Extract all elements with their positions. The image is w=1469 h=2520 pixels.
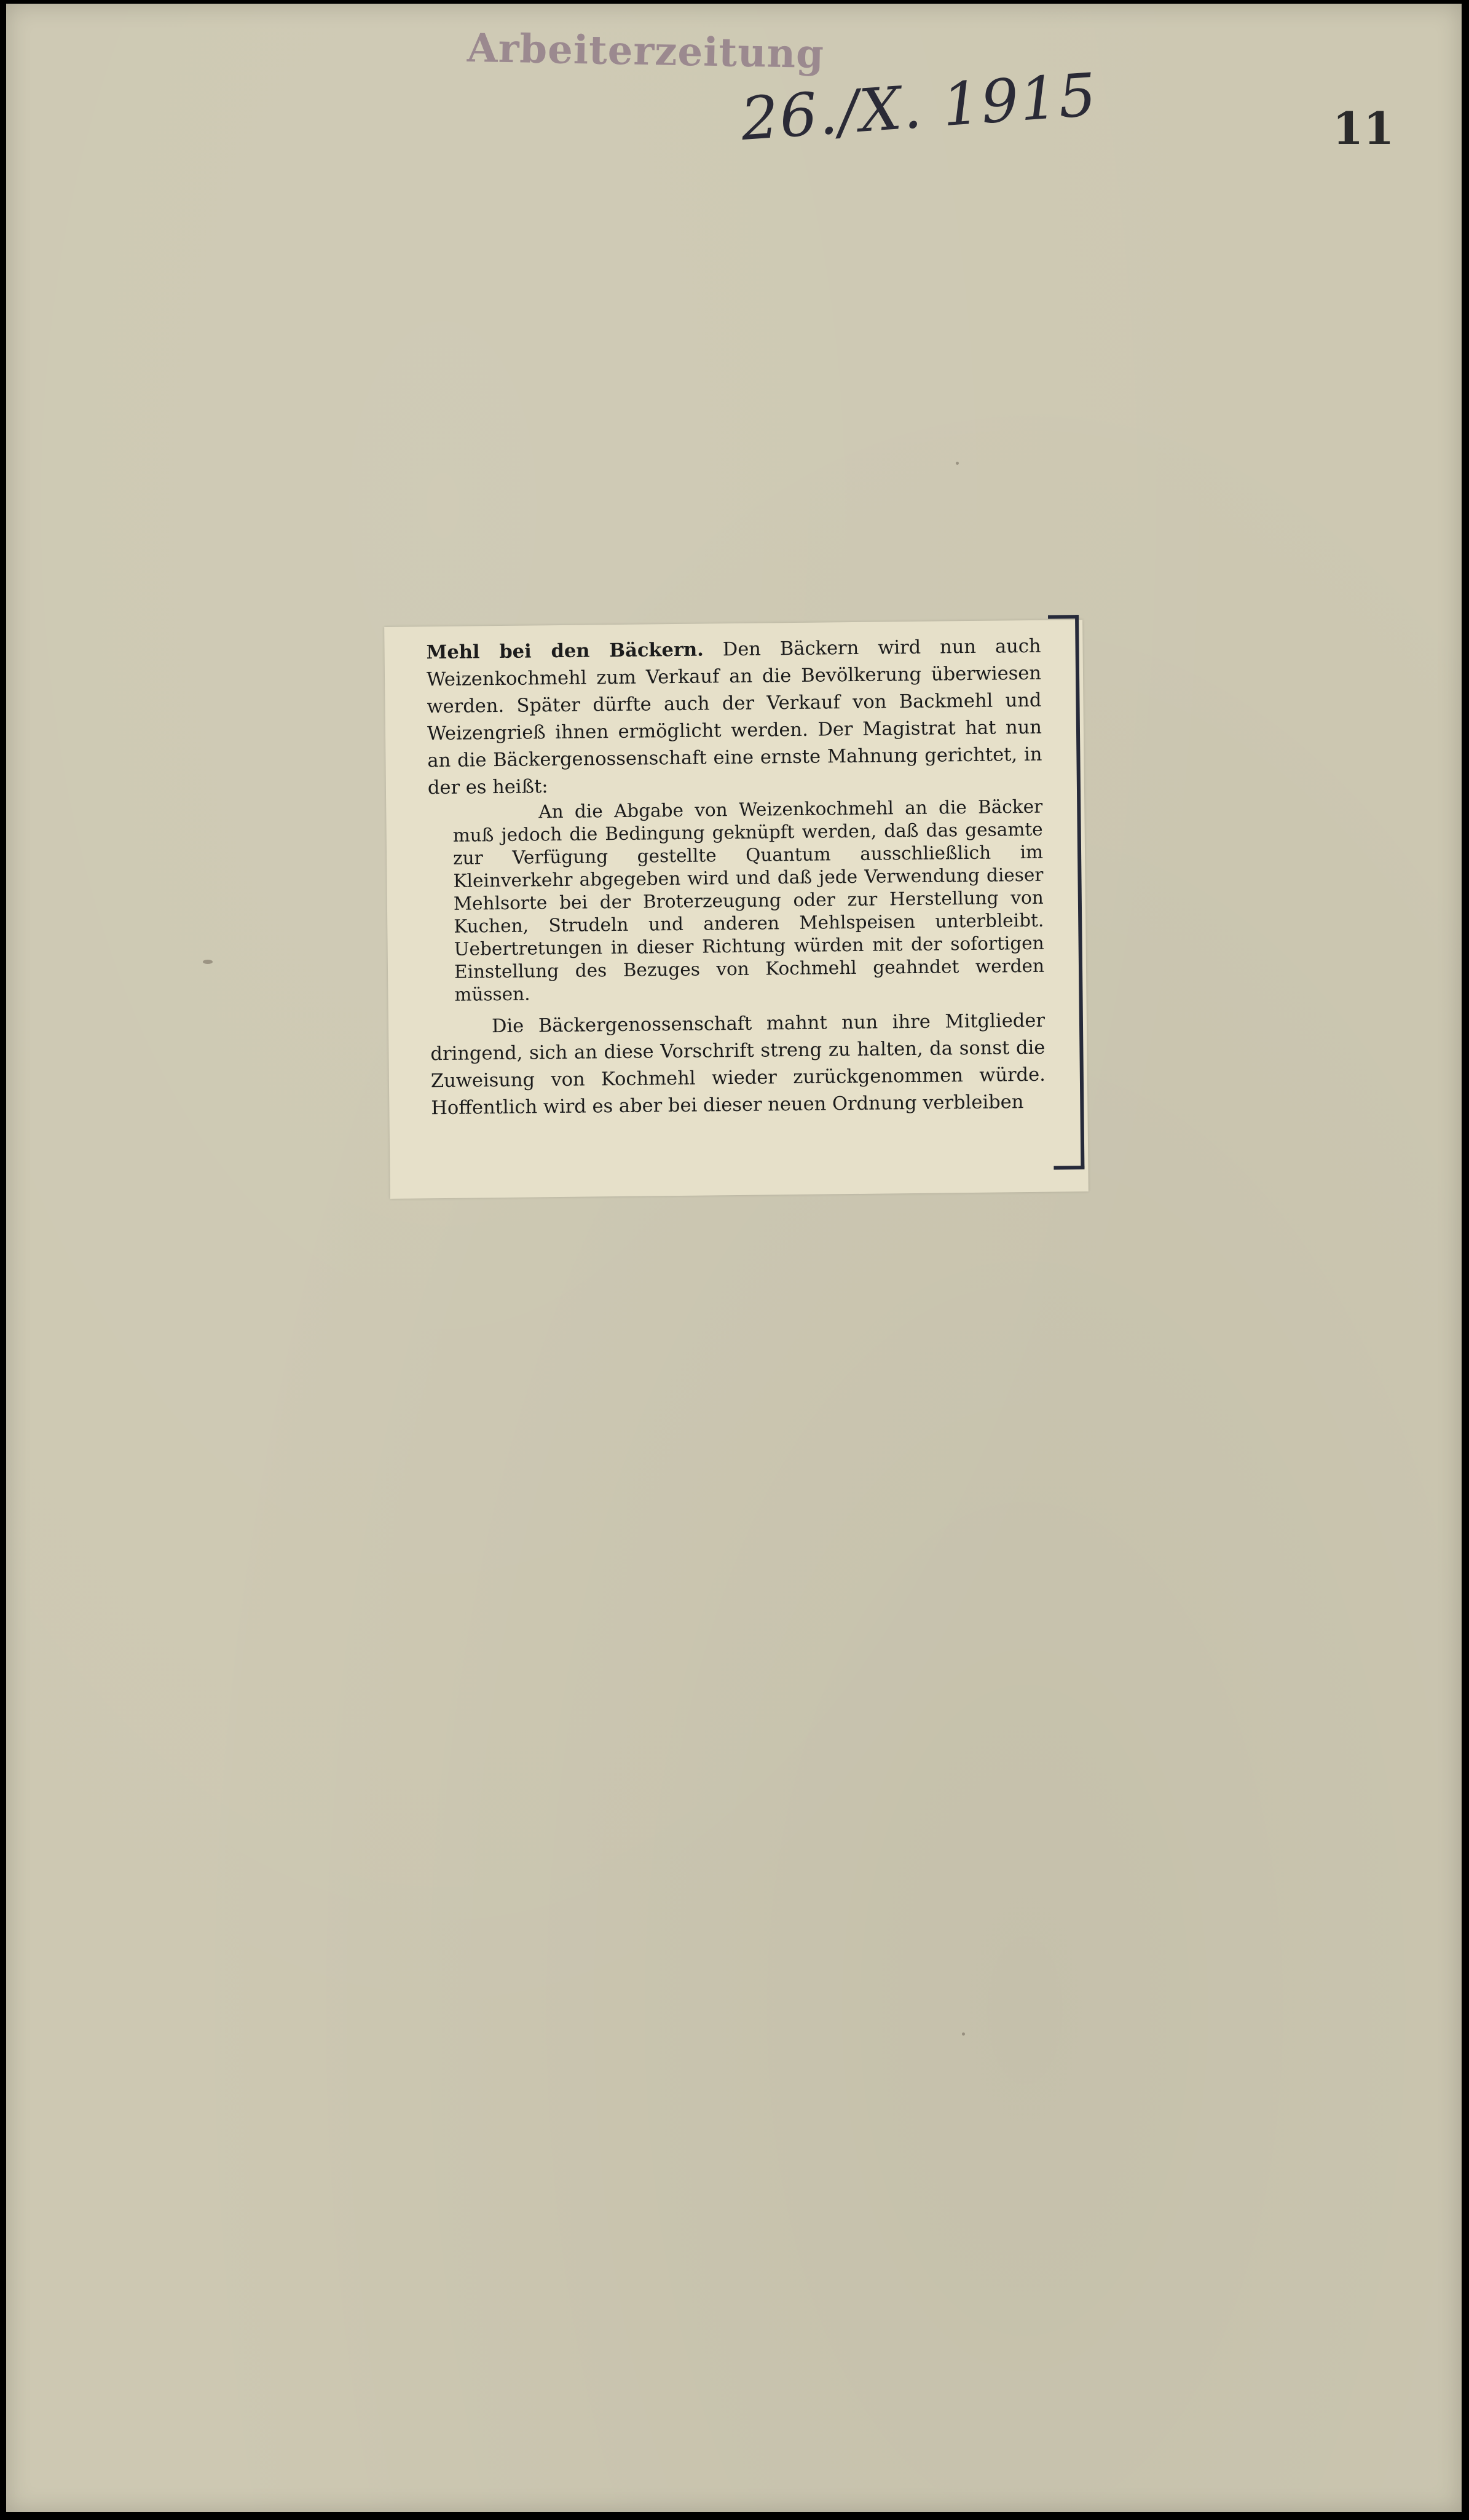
article bbox=[426, 633, 1046, 1122]
clipping-bracket-bottom bbox=[1054, 1166, 1084, 1170]
page-number: 11 bbox=[1333, 102, 1395, 154]
newspaper-stamp: Arbeiterzeitung bbox=[467, 25, 825, 78]
article-lead: Den Bäckern wird nun auch Weizenkochmehl zum Verkauf an die Bevölkerung überwiesen werden. Später dürfte auch der Verkauf von Backmehl und Weizengrieß ihnen ermöglicht werden. Der Magistrat hat nun an die Bäckergenossenschaft eine ernste Mahnung gerichtet, in der es heißt: bbox=[426, 635, 1042, 799]
paper-spot bbox=[962, 2032, 965, 2036]
article-headline: Mehl bei den Bäckern. bbox=[426, 638, 704, 664]
article-closing: Die Bäckergenossenschaft mahnt nun ihre Mitglieder dringend, sich an diese Vorschrift streng zu halten, da sonst die Zuweisung von Kochmehl wieder zurückgenommen würde. Hoffentlich wird es aber bei dieser neuen Ordnung verbleiben bbox=[430, 1009, 1046, 1120]
newspaper-clipping bbox=[384, 620, 1089, 1199]
article-lead-paragraph bbox=[426, 633, 1042, 802]
paper-spot bbox=[956, 462, 959, 465]
clipping-bracket-top bbox=[1048, 615, 1079, 619]
paper-spot bbox=[203, 960, 213, 964]
handwritten-date: 26./X. 1915 bbox=[738, 60, 1100, 154]
article-quote: An die Abgabe von Weizenkochmehl an die Bäcker muß jedoch die Bedingung geknüpft werden, daß das gesamte zur Verfügung gestellte Quantum ausschließlich im Kleinverkehr abgegeben wird und daß jede Verwendung dieser Mehlsorte bei der Broterzeugung oder zur Herstellung von Kuchen, Strudeln und anderen Mehlspeisen unterbleibt. Uebertretungen in dieser Richtung würden mit der sofortigen Einstellung des Bezuges von Kochmehl geahndet werden müssen. bbox=[452, 796, 1045, 1005]
archive-sheet bbox=[6, 4, 1462, 2512]
clipping-bracket-mark bbox=[1066, 615, 1084, 1168]
